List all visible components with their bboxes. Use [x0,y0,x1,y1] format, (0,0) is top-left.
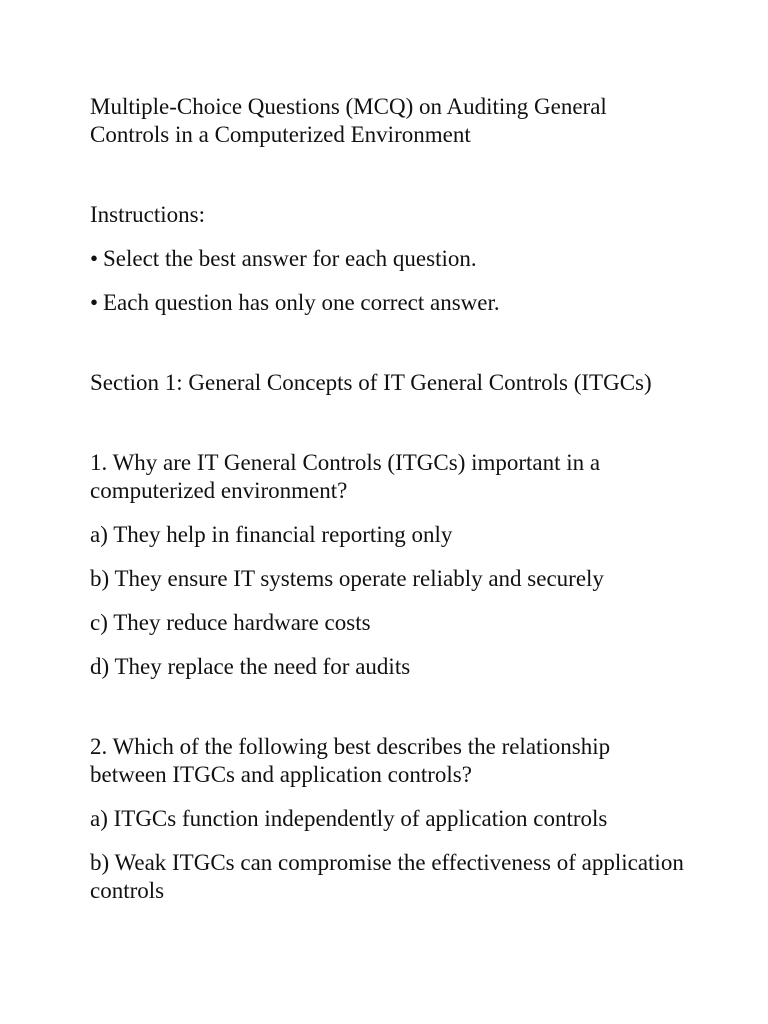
instruction-text: Select the best answer for each question. [103,246,477,271]
section-heading: Section 1: General Concepts of IT General Controls (ITGCs) [90,370,652,395]
question-1 [90,449,690,681]
answer-option-c: c) They reduce hardware costs [90,610,371,635]
document-title: Multiple-Choice Questions (MCQ) on Auditing General Controls in a Computerized Environment [90,94,607,147]
instruction-text: Each question has only one correct answer. [103,290,500,315]
question-2 [90,733,690,905]
answer-option-b: b) Weak ITGCs can compromise the effectiveness of application controls [90,850,684,903]
instruction-item [90,245,690,273]
answer-option-a: a) They help in financial reporting only [90,522,453,547]
answer-option-a: a) ITGCs function independently of application controls [90,806,608,831]
instruction-item [90,289,690,317]
bullet-icon: • [90,246,99,271]
question-text: 2. Which of the following best describes the relationship between ITGCs and application controls? [90,734,611,787]
document-page [90,93,690,957]
answer-option-d: d) They replace the need for audits [90,654,411,679]
question-text: 1. Why are IT General Controls (ITGCs) important in a computerized environment? [90,450,601,503]
instructions-heading: Instructions: [90,202,205,227]
bullet-icon: • [90,290,99,315]
instructions-list [90,245,690,317]
answer-option-b: b) They ensure IT systems operate reliably and securely [90,566,604,591]
